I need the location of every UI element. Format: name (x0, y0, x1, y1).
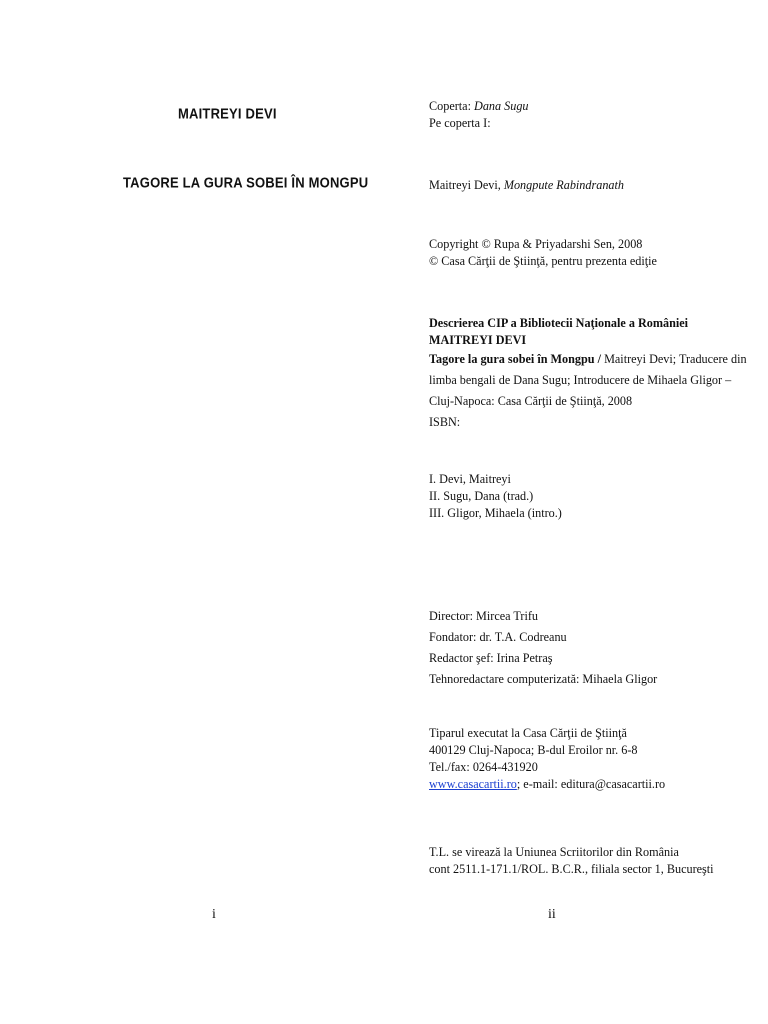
index-entry: II. Sugu, Dana (trad.) (429, 489, 534, 503)
index-entry: I. Devi, Maitreyi (429, 472, 511, 486)
author-name: MAITREYI DEVI (178, 104, 277, 123)
copyright-block (429, 236, 759, 270)
cip-heading: Descrierea CIP a Bibliotecii Naţionale a României (429, 316, 689, 330)
cip-title-rest: Maitreyi Devi; Traducere din (601, 352, 747, 366)
cover-designer-name: Dana Sugu (474, 99, 529, 113)
cip-title: Tagore la gura sobei în Mongpu / (429, 352, 602, 366)
cover-label: Coperta: (429, 99, 475, 113)
page-number-right: ii (548, 907, 556, 922)
email-text: ; e-mail: editura@casacartii.ro (516, 777, 666, 791)
index-entry: III. Gligor, Mihaela (intro.) (429, 506, 562, 520)
printing-line-1: Tiparul executat la Casa Cărţii de Ştiinţă (429, 726, 627, 740)
book-title: TAGORE LA GURA SOBEI ÎN MONGPU (123, 173, 369, 192)
cover-caption (429, 177, 759, 194)
page-number-left: i (212, 907, 216, 922)
cover-caption-title: Mongpute Rabindranath (503, 178, 624, 192)
cover-designer (429, 98, 759, 115)
staff-list (429, 606, 759, 690)
cip-line-2: limba bengali de Dana Sugu; Introducere de Mihaela Gligor – (429, 373, 732, 387)
printing-phone: Tel./fax: 0264-431920 (429, 760, 538, 774)
printing-address: 400129 Cluj-Napoca; B-dul Eroilor nr. 6-8 (429, 743, 638, 757)
index-entries (429, 471, 759, 522)
tax-line-2: cont 2511.1-171.1/ROL. B.C.R., filiala sector 1, Bucureşti (429, 862, 714, 876)
staff-director: Director: Mircea Trifu (429, 609, 538, 623)
right-page (400, 0, 768, 1024)
cip-line-3: Cluj-Napoca: Casa Cărţii de Ştiinţă, 2008 (429, 394, 633, 408)
tax-info (429, 844, 759, 878)
copyright-line-1: Copyright © Rupa & Priyadarshi Sen, 2008 (429, 237, 643, 251)
cip-isbn: ISBN: (429, 415, 461, 429)
cover-credits (429, 98, 759, 132)
cip-block (429, 315, 759, 433)
on-cover-label: Pe coperta I: (429, 116, 491, 130)
copyright-line-2: © Casa Cărţii de Ştiinţă, pentru prezenta ediţie (429, 254, 657, 268)
staff-founder: Fondator: dr. T.A. Codreanu (429, 630, 567, 644)
cip-author: MAITREYI DEVI (429, 333, 527, 347)
tax-line-1: T.L. se virează la Uniunea Scriitorilor din România (429, 845, 679, 859)
staff-editor: Redactor şef: Irina Petraş (429, 651, 553, 665)
website-link[interactable]: www.casacartii.ro (429, 777, 517, 791)
printing-info (429, 725, 759, 793)
staff-typesetting: Tehnoredactare computerizată: Mihaela Gligor (429, 672, 658, 686)
cover-caption-prefix: Maitreyi Devi, (429, 178, 504, 192)
